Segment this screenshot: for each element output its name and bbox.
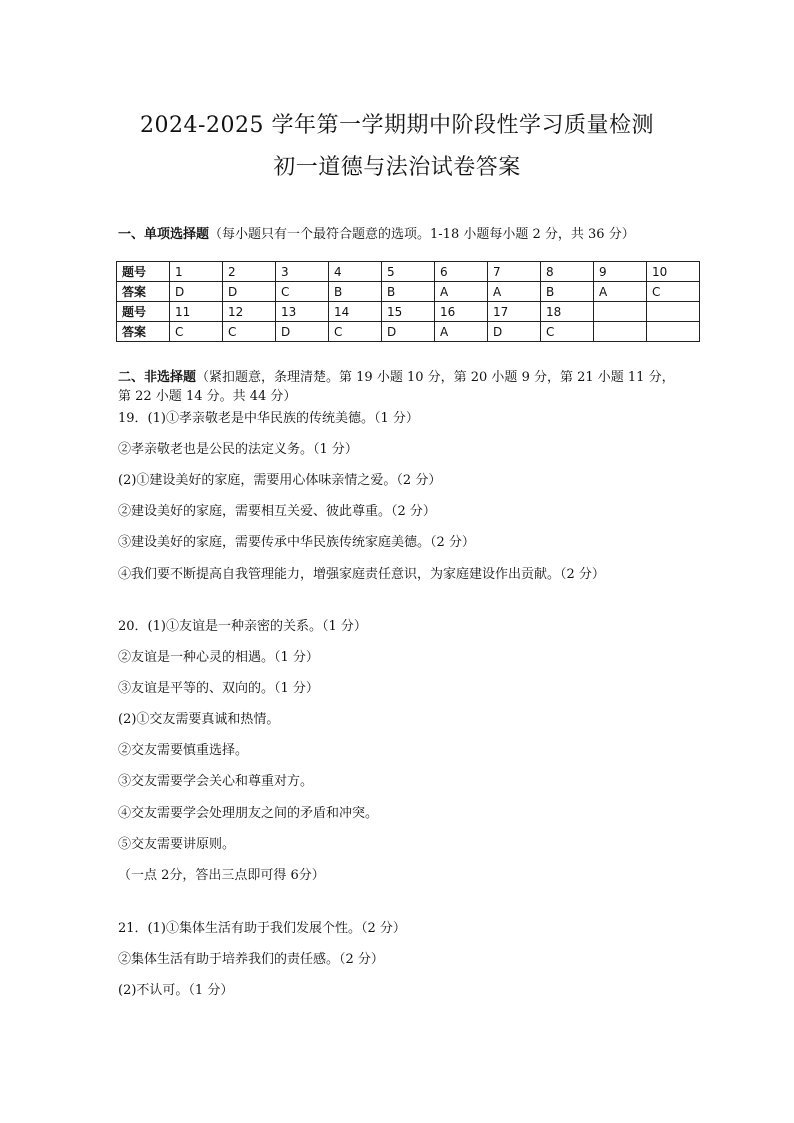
table-cell: 10 [647, 262, 700, 282]
table-cell: 2 [223, 262, 276, 282]
answer-line: ③交友需要学会关心和尊重对方。 [118, 774, 314, 789]
section-2-header [118, 366, 675, 385]
table-cell: 5 [382, 262, 435, 282]
answer-line: （一点 2分，答出三点即可得 6分） [118, 868, 325, 883]
table-cell [647, 322, 700, 342]
table-cell: C [276, 282, 329, 302]
page-title: 2024-2025 学年第一学期期中阶段性学习质量检测 [140, 113, 654, 138]
table-cell: 15 [382, 302, 435, 322]
section-2-note: （紧扣题意，条理清楚。第 19 小题 10 分，第 20 小题 9 分，第 21 小题 11 分， [196, 370, 675, 385]
table-row-header: 题号 [117, 262, 170, 282]
answer-line: (2)不认可。（1 分） [118, 983, 234, 998]
answer-line: 21．(1)①集体生活有助于我们发展个性。（2 分） [118, 921, 406, 936]
table-cell: C [647, 282, 700, 302]
answer-line: ⑤交友需要讲原则。 [118, 837, 236, 852]
table-cell: 6 [435, 262, 488, 282]
answer-line: ②建设美好的家庭，需要相互关爱、彼此尊重。（2 分） [118, 504, 436, 519]
answer-line: ③建设美好的家庭，需要传承中华民族传统家庭美德。（2 分） [118, 535, 475, 550]
table-cell: A [594, 282, 647, 302]
table-cell: 17 [488, 302, 541, 322]
table-cell: D [223, 282, 276, 302]
table-cell: A [435, 322, 488, 342]
answer-line: ④交友需要学会处理朋友之间的矛盾和冲突。 [118, 806, 379, 821]
table-cell: D [170, 282, 223, 302]
table-cell [647, 302, 700, 322]
table-row-header: 答案 [117, 322, 170, 342]
table-cell: B [541, 282, 594, 302]
table-cell: B [329, 282, 382, 302]
page-subtitle: 初一道德与法治试卷答案 [273, 155, 521, 180]
table-cell: A [488, 282, 541, 302]
answer-line: ②孝亲敬老也是公民的法定义务。（1 分） [118, 442, 358, 457]
table-cell: 11 [170, 302, 223, 322]
table-cell: 16 [435, 302, 488, 322]
table-cell: B [382, 282, 435, 302]
table-cell: C [541, 322, 594, 342]
table-cell: D [276, 322, 329, 342]
table-cell: D [382, 322, 435, 342]
table-cell: 18 [541, 302, 594, 322]
table-row [117, 302, 700, 322]
section-1-note: （每小题只有一个最符合题意的选项。1-18 小题每小题 2 分，共 36 分） [209, 227, 635, 242]
table-cell: C [223, 322, 276, 342]
table-row-header: 答案 [117, 282, 170, 302]
table-cell: 8 [541, 262, 594, 282]
table-row [117, 322, 700, 342]
table-cell: 4 [329, 262, 382, 282]
answer-table [116, 261, 700, 342]
section-1-heading: 一、单项选择题 [118, 227, 210, 242]
answer-line: (2)①建设美好的家庭，需要用心体味亲情之爱。（2 分） [118, 473, 442, 488]
answer-line: 19．(1)①孝亲敬老是中华民族的传统美德。（1 分） [118, 411, 419, 426]
answer-line: ③友谊是平等的、双向的。（1 分） [118, 681, 319, 696]
section-1-header [118, 223, 635, 242]
answer-line: ④我们要不断提高自我管理能力，增强家庭责任意识，为家庭建设作出贡献。（2 分） [118, 567, 605, 582]
table-cell: 1 [170, 262, 223, 282]
answer-line: ②友谊是一种心灵的相遇。（1 分） [118, 650, 319, 665]
answer-line: ②集体生活有助于培养我们的责任感。（2 分） [118, 952, 384, 967]
table-cell [594, 322, 647, 342]
section-2-heading: 二、非选择题 [118, 370, 197, 385]
table-cell: D [488, 322, 541, 342]
table-cell [594, 302, 647, 322]
table-cell: 3 [276, 262, 329, 282]
table-cell: C [170, 322, 223, 342]
table-cell: 9 [594, 262, 647, 282]
section-2-note-cont: 第 22 小题 14 分。共 44 分） [118, 389, 297, 404]
table-cell: C [329, 322, 382, 342]
table-cell: 14 [329, 302, 382, 322]
table-cell: 7 [488, 262, 541, 282]
table-row [117, 262, 700, 282]
table-row-header: 题号 [117, 302, 170, 322]
answer-line: 20．(1)①友谊是一种亲密的关系。（1 分） [118, 619, 367, 634]
answer-line: ②交友需要慎重选择。 [118, 743, 249, 758]
table-cell: 12 [223, 302, 276, 322]
table-cell: 13 [276, 302, 329, 322]
table-row [117, 282, 700, 302]
answer-line: (2)①交友需要真诚和热情。 [118, 712, 280, 727]
table-cell: A [435, 282, 488, 302]
